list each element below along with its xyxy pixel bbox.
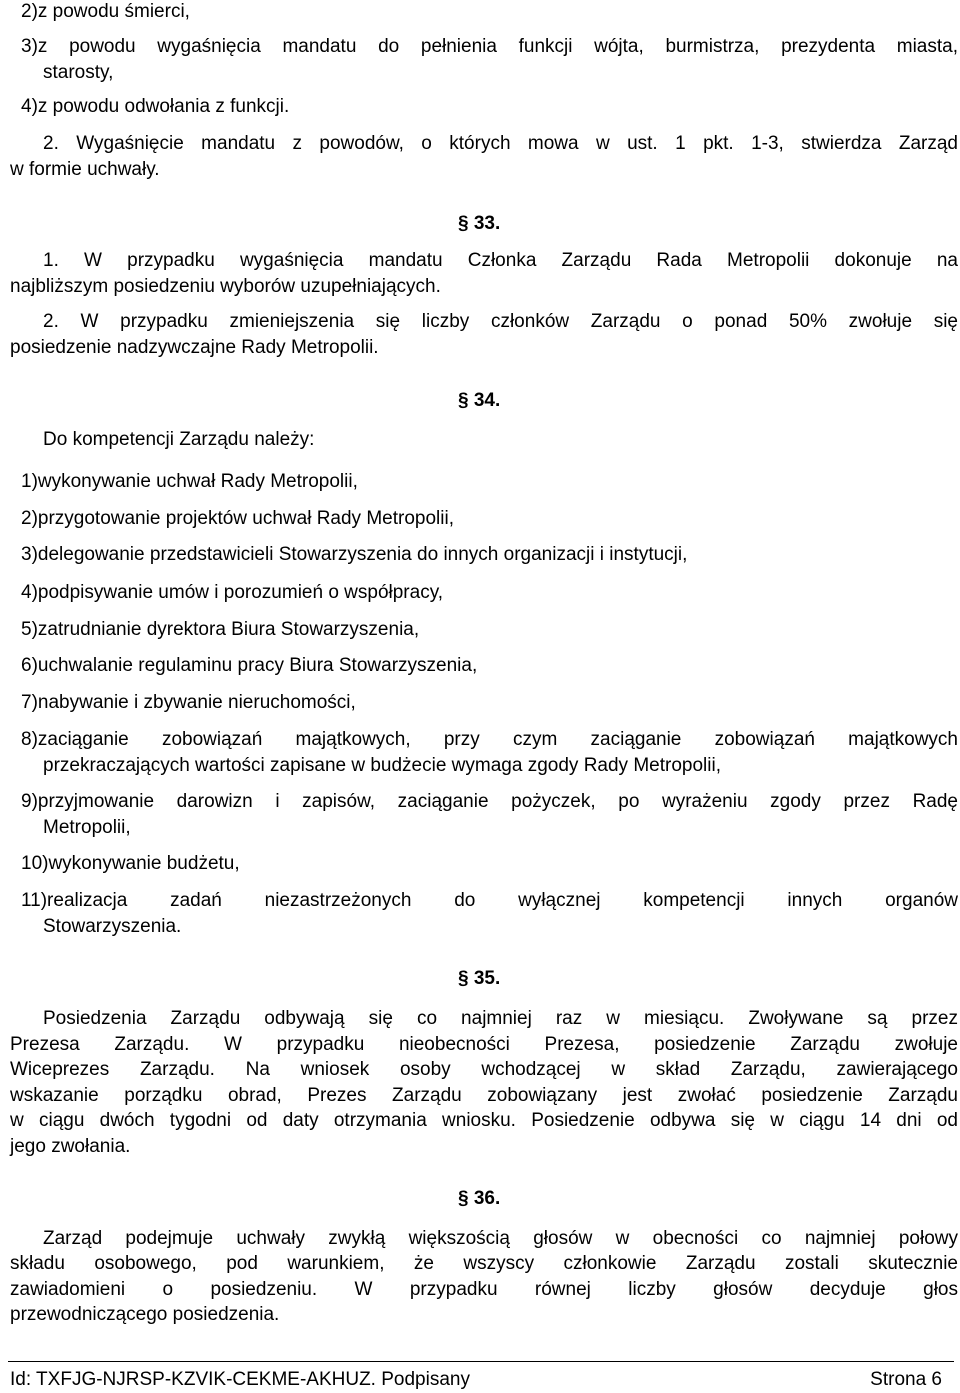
list-item: 4)podpisywanie umów i porozumień o współpracy, xyxy=(21,582,444,603)
list-item-continuation: Metropolii, xyxy=(43,817,131,838)
section-heading: § 35. xyxy=(458,968,501,989)
list-item: 1)wykonywanie uchwał Rady Metropolii, xyxy=(21,471,358,492)
paragraph-line: Posiedzenia Zarządu odbywają się co najmniej raz w miesiącu. Zwoływane są przez xyxy=(43,1008,958,1029)
paragraph-line: w ciągu dwóch tygodni od daty otrzymania wniosku. Posiedzenie odbywa się w ciągu 14 dni od xyxy=(10,1110,958,1131)
paragraph-line: w formie uchwały. xyxy=(10,159,160,180)
list-item-continuation: przekraczających wartości zapisane w budżecie wymaga zgody Rady Metropolii, xyxy=(43,755,721,776)
list-item: 2)przygotowanie projektów uchwał Rady Metropolii, xyxy=(21,508,454,529)
paragraph-line: 1. W przypadku wygaśnięcia mandatu Członka Zarządu Rada Metropolii dokonuje na xyxy=(43,250,958,271)
paragraph-line: posiedzenie nadzywczajne Rady Metropolii. xyxy=(10,337,379,358)
list-item: 5)zatrudnianie dyrektora Biura Stowarzyszenia, xyxy=(21,619,420,640)
list-item-continuation: starosty, xyxy=(43,62,114,83)
paragraph-line: najbliższym posiedzeniu wyborów uzupełniających. xyxy=(10,276,441,297)
list-item: 8)zaciąganie zobowiązań majątkowych, przy czym zaciąganie zobowiązań majątkowych xyxy=(21,729,958,750)
paragraph-line: Do kompetencji Zarządu należy: xyxy=(43,429,315,450)
list-item-continuation: Stowarzyszenia. xyxy=(43,916,182,937)
paragraph-line: Wiceprezes Zarządu. Na wniosek osoby wchodzącej w skład Zarządu, zawierającego xyxy=(10,1059,958,1080)
list-item: 9)przyjmowanie darowizn i zapisów, zaciąganie pożyczek, po wyrażeniu zgody przez Radę xyxy=(21,791,958,812)
section-heading: § 33. xyxy=(458,213,501,234)
document-id: Id: TXFJG-NJRSP-KZVIK-CEKME-AKHUZ. Podpisany xyxy=(10,1369,470,1390)
paragraph-line: wskazanie porządku obrad, Prezes Zarządu zobowiązany jest zwołać posiedzenie Zarządu xyxy=(10,1085,958,1106)
list-item: 10)wykonywanie budżetu, xyxy=(21,853,240,874)
list-item: 6)uchwalanie regulaminu pracy Biura Stowarzyszenia, xyxy=(21,655,478,676)
list-item: 2)z powodu śmierci, xyxy=(21,1,190,22)
footer-divider xyxy=(8,1361,954,1362)
list-item: 4)z powodu odwołania z funkcji. xyxy=(21,96,290,117)
paragraph-line: składu osobowego, pod warunkiem, że wszyscy członkowie Zarządu zostali skutecznie xyxy=(10,1253,958,1274)
paragraph-line: zawiadomieni o posiedzeniu. W przypadku równej liczby głosów decyduje głos xyxy=(10,1279,958,1300)
page-number: Strona 6 xyxy=(870,1369,942,1390)
paragraph-line: 2. Wygaśnięcie mandatu z powodów, o których mowa w ust. 1 pkt. 1-3, stwierdza Zarząd xyxy=(43,133,958,154)
paragraph-line: Zarząd podejmuje uchwały zwykłą większością głosów w obecności co najmniej połowy xyxy=(43,1228,958,1249)
section-heading: § 36. xyxy=(458,1188,501,1209)
list-item: 7)nabywanie i zbywanie nieruchomości, xyxy=(21,692,356,713)
list-item: 3)delegowanie przedstawicieli Stowarzyszenia do innych organizacji i instytucji, xyxy=(21,544,688,565)
section-heading: § 34. xyxy=(458,390,501,411)
list-item: 3)z powodu wygaśnięcia mandatu do pełnienia funkcji wójta, burmistrza, prezydenta miasta, xyxy=(21,36,958,57)
paragraph-line: przewodniczącego posiedzenia. xyxy=(10,1304,280,1325)
paragraph-line: jego zwołania. xyxy=(10,1136,131,1157)
paragraph-line: 2. W przypadku zmieniejszenia się liczby członków Zarządu o ponad 50% zwołuje się xyxy=(43,311,958,332)
paragraph-line: Prezesa Zarządu. W przypadku nieobecności Prezesa, posiedzenie Zarządu zwołuje xyxy=(10,1034,958,1055)
list-item: 11)realizacja zadań niezastrzeżonych do wyłącznej kompetencji innych organów xyxy=(21,890,958,911)
